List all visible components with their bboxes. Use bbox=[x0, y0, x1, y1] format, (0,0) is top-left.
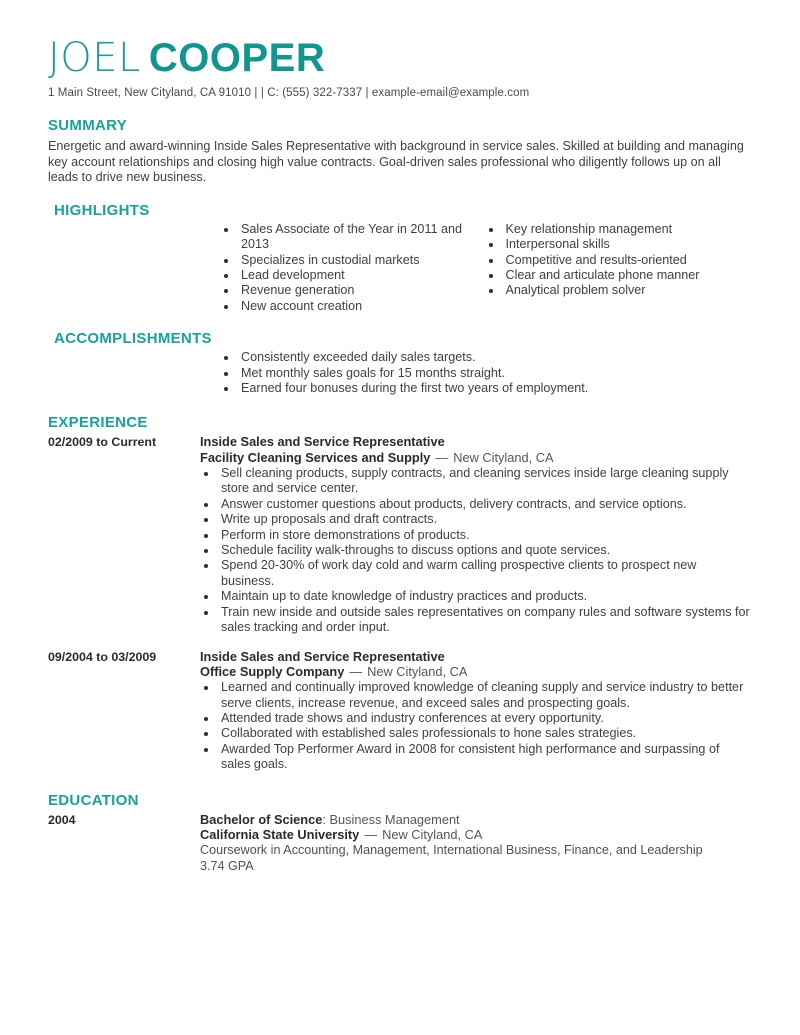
first-name: JOEL bbox=[48, 35, 141, 81]
experience-heading: EXPERIENCE bbox=[48, 414, 148, 432]
education-school-line bbox=[200, 827, 752, 843]
highlights-columns bbox=[220, 222, 752, 314]
job-location: New Cityland, CA bbox=[367, 664, 468, 680]
education-details bbox=[200, 812, 752, 875]
job-company: Office Supply Company bbox=[200, 664, 345, 680]
job-title: Inside Sales and Service Representative bbox=[200, 434, 445, 450]
education-entry bbox=[48, 812, 752, 875]
education-coursework: Coursework in Accounting, Management, International Business, Finance, and Leadership bbox=[200, 843, 703, 858]
list-item: Earned four bonuses during the first two years of employment. bbox=[220, 381, 752, 396]
list-item: Learned and continually improved knowledge of cleaning supply and service industry to better serve clients, increase revenue, and exceed sales and prospecting goals. bbox=[200, 680, 752, 711]
accomplishments-heading: ACCOMPLISHMENTS bbox=[54, 330, 212, 348]
education-degree: Bachelor of Science bbox=[200, 811, 323, 827]
highlights-column-one bbox=[220, 222, 485, 314]
education-location: New Cityland, CA bbox=[382, 827, 483, 843]
list-item: Revenue generation bbox=[220, 283, 485, 298]
list-item: Consistently exceeded daily sales targets. bbox=[220, 350, 752, 365]
highlights-heading: HIGHLIGHTS bbox=[54, 201, 150, 219]
job-bullets bbox=[200, 466, 752, 635]
list-item: Competitive and results-oriented bbox=[485, 253, 753, 268]
list-item: Maintain up to date knowledge of industry practices and products. bbox=[200, 589, 752, 604]
job-dates: 02/2009 to Current bbox=[48, 435, 157, 450]
list-item: Key relationship management bbox=[485, 222, 753, 237]
job-company-line bbox=[200, 450, 752, 466]
section-highlights bbox=[48, 202, 752, 314]
job-company: Facility Cleaning Services and Supply bbox=[200, 450, 431, 466]
job-dates: 09/2004 to 03/2009 bbox=[48, 649, 157, 664]
highlights-list-one bbox=[220, 222, 485, 314]
summary-heading: SUMMARY bbox=[48, 117, 128, 134]
list-item: Perform in store demonstrations of products. bbox=[200, 528, 752, 543]
job-details bbox=[200, 649, 752, 773]
list-item: Train new inside and outside sales representatives on company rules and software systems for sales tracking and order input. bbox=[200, 605, 752, 636]
list-item: Schedule facility walk-throughs to discuss options and quote services. bbox=[200, 543, 752, 558]
education-heading: EDUCATION bbox=[48, 791, 139, 809]
job-location: New Cityland, CA bbox=[453, 450, 554, 466]
list-item: New account creation bbox=[220, 299, 485, 314]
separator-dash: — bbox=[364, 827, 378, 843]
section-experience bbox=[48, 414, 752, 772]
list-item: Collaborated with established sales professionals to hone sales strategies. bbox=[200, 726, 752, 741]
job-bullets bbox=[200, 680, 752, 772]
list-item: Met monthly sales goals for 15 months straight. bbox=[220, 366, 752, 381]
list-item: Lead development bbox=[220, 268, 485, 283]
highlights-column-two bbox=[485, 222, 753, 314]
list-item: Write up proposals and draft contracts. bbox=[200, 512, 752, 527]
list-item: Attended trade shows and industry conferences at every opportunity. bbox=[200, 711, 752, 726]
education-dates: 2004 bbox=[48, 812, 76, 827]
list-item: Spend 20-30% of work day cold and warm calling prospective clients to prospect new business. bbox=[200, 558, 752, 589]
resume-header bbox=[48, 36, 752, 101]
candidate-name bbox=[48, 36, 752, 80]
summary-text: Energetic and award-winning Inside Sales Representative with background in service sales. Skilled at building and managing key account relationships and closing high value contracts. Goal-driven sales professional who diligently follows up on all leads to drive new business. bbox=[48, 139, 744, 185]
accomplishments-list-wrap bbox=[220, 350, 752, 396]
list-item: Specializes in custodial markets bbox=[220, 253, 485, 268]
list-item: Analytical problem solver bbox=[485, 283, 753, 298]
accomplishments-list bbox=[220, 350, 752, 396]
education-gpa: 3.74 GPA bbox=[200, 858, 254, 873]
contact-line: 1 Main Street, New Cityland, CA 91010 | | C: (555) 322-7337 | example-email@example.com bbox=[48, 87, 530, 99]
separator-dash: — bbox=[435, 450, 449, 466]
job-title: Inside Sales and Service Representative bbox=[200, 648, 445, 664]
list-item: Interpersonal skills bbox=[485, 237, 753, 252]
list-item: Clear and articulate phone manner bbox=[485, 268, 753, 283]
list-item: Sales Associate of the Year in 2011 and 2013 bbox=[220, 222, 485, 253]
list-item: Awarded Top Performer Award in 2008 for consistent high performance and surpassing of sales goals. bbox=[200, 742, 752, 773]
last-name: COOPER bbox=[148, 36, 326, 80]
list-item: Sell cleaning products, supply contracts, and cleaning services inside large cleaning supply store and service center. bbox=[200, 466, 752, 497]
section-accomplishments bbox=[48, 330, 752, 396]
experience-entry bbox=[48, 649, 752, 773]
experience-entry bbox=[48, 434, 752, 635]
section-education bbox=[48, 792, 752, 875]
job-company-line bbox=[200, 664, 752, 680]
job-details bbox=[200, 434, 752, 635]
education-degree-field: : Business Management bbox=[322, 811, 460, 827]
education-degree-line bbox=[200, 812, 752, 828]
section-summary bbox=[48, 117, 752, 186]
education-school: California State University bbox=[200, 827, 360, 843]
list-item: Answer customer questions about products, delivery contracts, and service options. bbox=[200, 497, 752, 512]
separator-dash: — bbox=[349, 664, 363, 680]
highlights-list-two bbox=[485, 222, 753, 299]
